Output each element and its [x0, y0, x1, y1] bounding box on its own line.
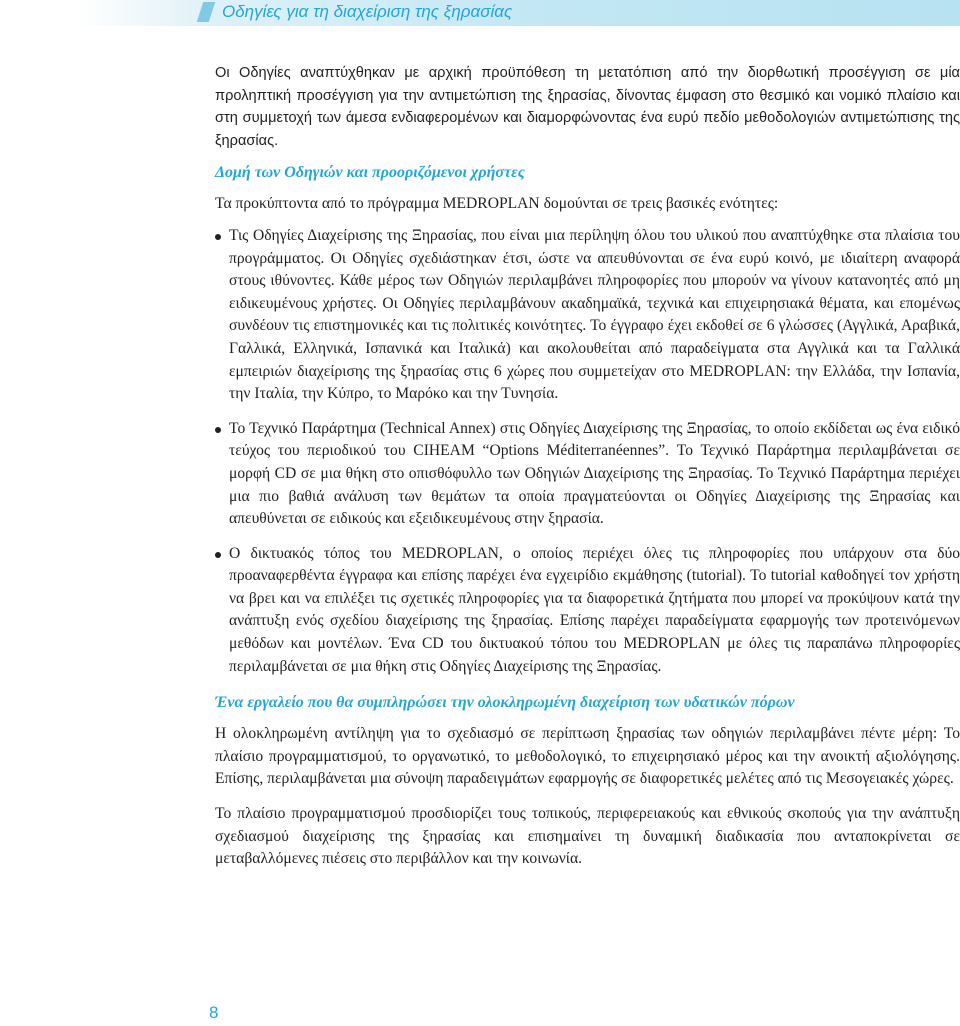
list-item-text: Το Τεχνικό Παράρτημα (Technical Annex) στις Οδηγίες Διαχείρισης της Ξηρασίας, το οποίο εκδίδεται ως ένα ειδικό τεύχος του περιοδικού του CIHEAM “Options Méditerranéennes”. Το Τεχνικό Παράρτημα περιλαμβάνεται σε μορφή CD σε μια θήκη στο οπισθόφυλλο των Οδηγιών Διαχείρισης της Ξηρασίας. Το Τεχνικό Παράρτημα περιέχει μια πιο βαθιά ανάλυση των θεμάτων τα οποία πραγματεύονται οι Οδηγίες Διαχείρισης της Ξηρασίας και απευθύνεται σε ειδικούς και εξειδικευμένους στην ξηρασία. [229, 419, 960, 528]
running-header-title: Οδηγίες για τη διαχείριση της ξηρασίας [222, 2, 513, 21]
list-item [215, 225, 960, 406]
bullet-icon [215, 234, 221, 240]
section-lead-paragraph: Τα προκύπτοντα από το πρόγραμμα MEDROPLAN δομούνται σε τρεις βασικές ενότητες: [215, 195, 779, 213]
list-item [215, 418, 960, 531]
bullet-list [215, 225, 960, 678]
list-item [215, 543, 960, 679]
list-item-text: Τις Οδηγίες Διαχείρισης της Ξηρασίας, που είναι μια περίληψη όλου του υλικού που αναπτύχθηκε στα πλαίσια του προγράμματος. Οι Οδηγίες σχεδιάστηκαν έτσι, ώστε να απευθύνονται σε ένα ευρύ κοινό, με ιδιαίτερη αναφορά στους ιθύνοντες. Κάθε μέρος των Οδηγιών περιλαμβάνει πληροφορίες που μπορούν να γίνουν κατανοητές από μη ειδικευμένους χρήστες. Οι Οδηγίες περιλαμβάνουν ακαδημαϊκά, τεχνικά και επιχειρησιακά θέματα, και επομένως συνδέουν τις επιστημονικές και τις πολιτικές κοινότητες. Το έγγραφο έχει εκδοθεί σε 6 γλώσσες (Αγγλικά, Αραβικά, Γαλλικά, Ελληνικά, Ισπανικά και Ιταλικά) και ακολουθείται από παραδείγματα στα Αγγλικά και τα Γαλλικά εμπειριών διαχείρισης της ξηρασίας στις 6 χώρες που συμμετείχαν στο MEDROPLAN: την Ελλάδα, την Ισπανία, την Ιταλία, την Κύπρο, το Μαρόκο και την Τυνησία. [229, 226, 960, 403]
intro-paragraph: Οι Οδηγίες αναπτύχθηκαν με αρχική προϋπόθεση τη μετατόπιση από την διορθωτική προσέγγιση σε μία προληπτική προσέγγιση για την αντιμετώπιση της ξηρασίας, δίνοντας έμφαση στο θεσμικό και νομικό πλαίσιο και στη συμμετοχή των άμεσα ενδιαφερομένων και διαμορφώνοντας ένα ευρύ πεδίο μεθοδολογιών αντιμετώπισης της ξηρασίας. [215, 65, 960, 149]
bullet-icon [215, 427, 221, 433]
body-paragraph: Το πλαίσιο προγραμματισμού προσδιορίζει τους τοπικούς, περιφερειακούς και εθνικούς σκοπούς για την ανάπτυξη σχεδιασμού διαχείρισης της ξηρασίας και επισημαίνει τη δυναμική διαδικασία που ανταποκρίνεται σε μεταβαλλόμενες πιέσεις στο περιβάλλον και την κοινωνία. [215, 805, 960, 868]
body-paragraph: Η ολοκληρωμένη αντίληψη για το σχεδιασμό σε περίπτωση ξηρασίας των οδηγιών περιλαμβάνει πέντε μέρη: Το πλαίσιο προγραμματισμού, το οργανωτικό, το μεθοδολογικό, το επιχειρησιακό μέρος και την ανοικτή αξιολόγησης. Επίσης, περιλαμβάνεται μια σύνοψη παραδειγμάτων εφαρμογής σε διαφορετικές μελέτες από τις Μεσογειακές χώρες. [215, 725, 960, 788]
page-number: 8 [209, 1003, 219, 1022]
bullet-icon [215, 552, 221, 558]
list-item-text: Ο δικτυακός τόπος του MEDROPLAN, ο οποίος περιέχει όλες τις πληροφορίες που υπάρχουν στα δύο προαναφερθέντα έγγραφα και επίσης παρέχει ένα εγχειρίδιο εκμάθησης (tutorial). Το tutorial καθοδηγεί τον χρήστη να βρει και να επιλέξει τις σχετικές πληροφορίες για τα διαφορετικά ζητήματα που μπορεί να προκύψουν κατά την ανάπτυξη ενός σχεδίου διαχείρισης της ξηρασίας. Επίσης παρέχει παραδείγματα εφαρμογής των προτεινόμενων μεθόδων και μοντέλων. Ένα CD του δικτυακού τόπου του MEDROPLAN με όλες τις παραπάνω πληροφορίες περιλαμβάνεται σε μια θήκη στις Οδηγίες Διαχείρισης της Ξηρασίας. [229, 544, 960, 675]
page-content [215, 62, 960, 871]
section-heading-water-management: Ένα εργαλείο που θα συμπληρώσει την ολοκληρωμένη διαχείριση των υδατικών πόρων [215, 694, 795, 712]
section-heading-structure: Δομή των Οδηγιών και προοριζόμενοι χρήστες [215, 164, 525, 182]
